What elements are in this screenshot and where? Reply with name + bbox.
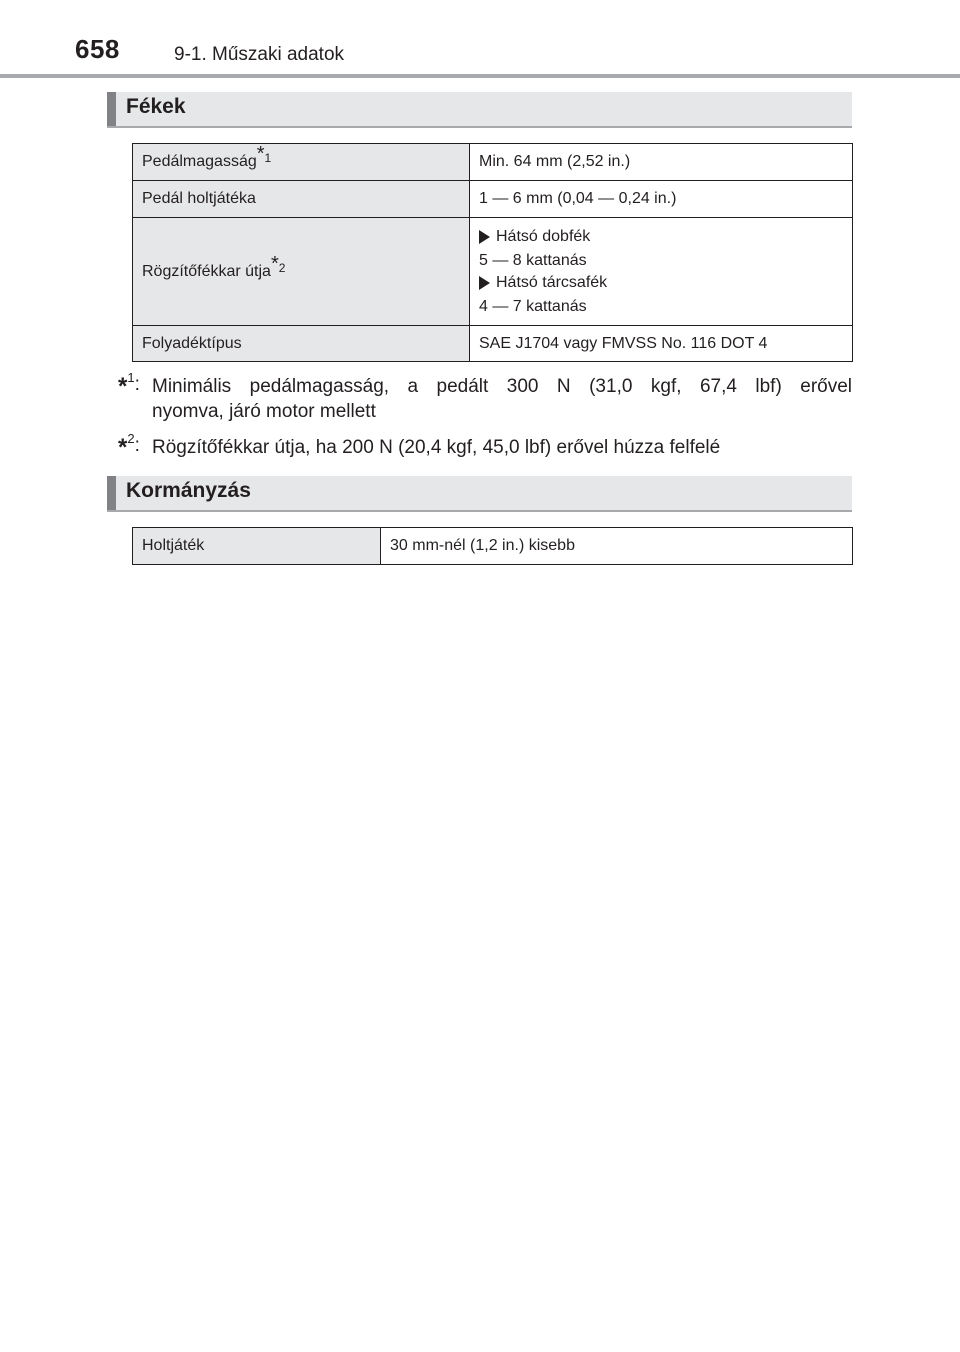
- chapter-title: 9-1. Műszaki adatok: [174, 44, 345, 65]
- spec-key: Folyadéktípus: [133, 326, 470, 362]
- spec-value: 1 — 6 mm (0,04 — 0,24 in.): [470, 181, 853, 218]
- spec-value-options: [470, 218, 853, 326]
- spec-value: Min. 64 mm (2,52 in.): [470, 144, 853, 181]
- option-value: 5 — 8 kattanás: [479, 251, 587, 269]
- heading-accent-bar: [107, 92, 116, 126]
- spec-key: [133, 144, 470, 181]
- option-label: Hátsó dobfék: [496, 228, 591, 245]
- option-label: Hátsó tárcsafék: [496, 274, 608, 291]
- footnote-star: *: [256, 143, 265, 165]
- footnote-marker: *$^2$:: [118, 431, 140, 461]
- table-row: [133, 144, 853, 181]
- section-title: Kormányzás: [126, 479, 251, 502]
- triangle-bullet-icon: [479, 276, 490, 290]
- footnote-text: [152, 374, 852, 424]
- footnote-ref: 1: [264, 151, 272, 165]
- footnote-text: Rögzítőfékkar útja, ha 200 N (20,4 kgf, 45,0 lbf) erővel húzza felfelé: [152, 437, 721, 458]
- footnote-2: [118, 431, 852, 461]
- table-row: [133, 218, 853, 326]
- brakes-spec-table: [132, 143, 853, 362]
- footnote-marker: *$^1$:: [118, 370, 140, 400]
- spec-key-label: Pedálmagasság: [142, 153, 257, 170]
- footnote-line: Minimális pedálmagasság, a pedált 300 N (31,0 kgf, 67,4 lbf) erővel: [152, 376, 852, 397]
- spec-key: Pedál holtjátéka: [133, 181, 470, 218]
- option-value: 4 — 7 kattanás: [479, 297, 587, 315]
- spec-key: [133, 218, 470, 326]
- heading-accent-bar: [107, 476, 116, 510]
- section-heading-steering: [107, 476, 852, 512]
- spec-key-label: Rögzítőfékkar útja: [142, 262, 271, 280]
- page-header: [0, 0, 960, 78]
- footnote-star: *: [270, 252, 279, 275]
- header-rule: [0, 74, 960, 78]
- spec-value: 30 mm-nél (1,2 in.) kisebb: [381, 528, 853, 565]
- section-heading-brakes: [107, 92, 852, 128]
- table-row: [133, 326, 853, 362]
- footnote-1: [118, 370, 852, 424]
- page-number: 658: [75, 34, 120, 64]
- footnote-ref: 2: [278, 260, 286, 275]
- option-heading: [479, 272, 843, 295]
- spec-key: Holtjáték: [133, 528, 381, 565]
- option-heading: [479, 226, 843, 249]
- triangle-bullet-icon: [479, 230, 490, 244]
- table-row: [133, 528, 853, 565]
- steering-spec-table: [132, 527, 853, 565]
- spec-value: SAE J1704 vagy FMVSS No. 116 DOT 4: [470, 326, 853, 362]
- footnote-line: nyomva, járó motor mellett: [152, 401, 376, 422]
- section-title: Fékek: [126, 95, 186, 118]
- table-row: [133, 181, 853, 218]
